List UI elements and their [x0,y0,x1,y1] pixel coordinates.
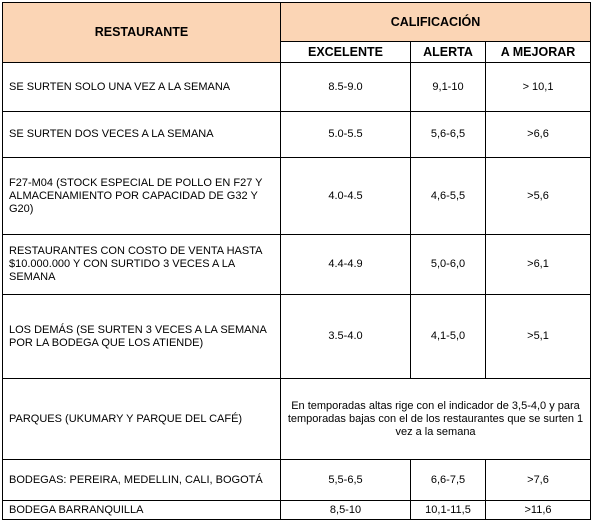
table-row [3,112,591,158]
cell-mejorar: >11,6 [486,501,591,520]
row-label: LOS DEMÁS (SE SURTEN 3 VECES A LA SEMANA POR LA BODEGA QUE LOS ATIENDE) [3,295,281,379]
cell-alerta: 4,1-5,0 [411,295,486,379]
cell-alerta: 9,1-10 [411,63,486,112]
cell-excelente: 8,5-10 [281,501,411,520]
row-label: SE SURTEN DOS VECES A LA SEMANA [3,112,281,158]
row-label: BODEGAS: PEREIRA, MEDELLIN, CALI, BOGOTÁ [3,460,281,501]
header-a-mejorar: A MEJORAR [486,42,591,63]
table-row [3,63,591,112]
cell-mejorar: >7,6 [486,460,591,501]
table-row [3,501,591,520]
row-label: SE SURTEN SOLO UNA VEZ A LA SEMANA [3,63,281,112]
cell-excelente: 8.5-9.0 [281,63,411,112]
cell-excelente: 3.5-4.0 [281,295,411,379]
cell-alerta: 4,6-5,5 [411,158,486,235]
cell-excelente: 4.4-4.9 [281,235,411,295]
cell-mejorar: >5,6 [486,158,591,235]
table-row [3,158,591,235]
cell-alerta: 5,6-6,5 [411,112,486,158]
cell-note: En temporadas altas rige con el indicador de 3,5-4,0 y para temporadas bajas con el de los restaurantes que se surten 1 vez a la semana [281,379,591,460]
cell-excelente: 4.0-4.5 [281,158,411,235]
table-row [3,460,591,501]
calificacion-table [2,2,591,520]
row-label: RESTAURANTES CON COSTO DE VENTA HASTA $10.000.000 Y CON SURTIDO 3 VECES A LA SEMANA [3,235,281,295]
row-label: BODEGA BARRANQUILLA [3,501,281,520]
cell-alerta: 6,6-7,5 [411,460,486,501]
cell-alerta: 5,0-6,0 [411,235,486,295]
header-alerta: ALERTA [411,42,486,63]
row-label: PARQUES (UKUMARY Y PARQUE DEL CAFÉ) [3,379,281,460]
table-row [3,295,591,379]
header-excelente: EXCELENTE [281,42,411,63]
cell-excelente: 5,5-6,5 [281,460,411,501]
table-row [3,379,591,460]
header-restaurante: RESTAURANTE [3,3,281,63]
table-row [3,235,591,295]
cell-mejorar: >6,1 [486,235,591,295]
header-calificacion: CALIFICACIÓN [281,3,591,42]
cell-alerta: 10,1-11,5 [411,501,486,520]
cell-excelente: 5.0-5.5 [281,112,411,158]
row-label: F27-M04 (STOCK ESPECIAL DE POLLO EN F27 Y ALMACENAMIENTO POR CAPACIDAD DE G32 Y G20) [3,158,281,235]
cell-mejorar: > 10,1 [486,63,591,112]
cell-mejorar: >6,6 [486,112,591,158]
cell-mejorar: >5,1 [486,295,591,379]
